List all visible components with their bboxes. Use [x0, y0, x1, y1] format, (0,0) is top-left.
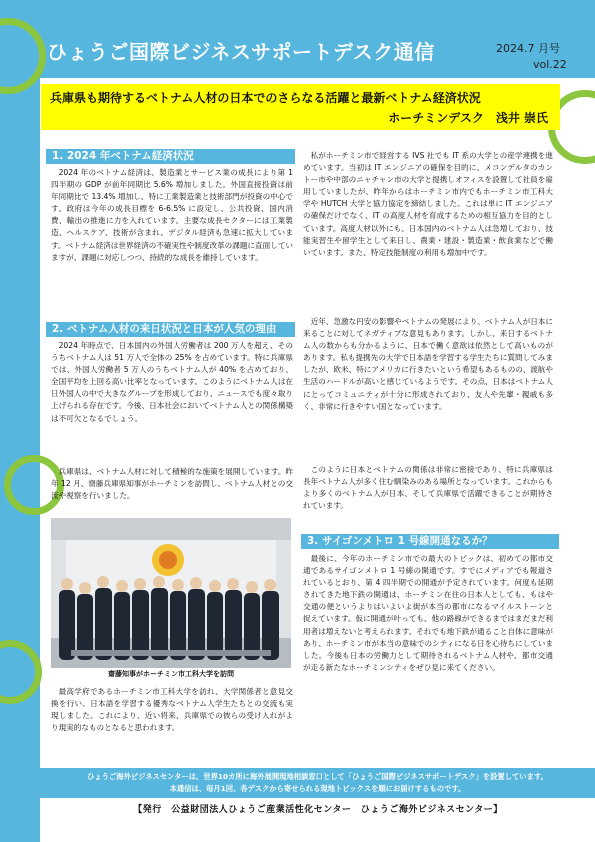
right-column-body-2: 近年、急激な円安の影響やベトナムの発展により、ベトナム人が日本に来ることに対してネガティブな意見もあります。しかし、来日するベトナム人の数からも分かるように、日本で働く意欲は依然として高いものがあります。私も提携先の大学で日本語を学習する学生たちに質問してみましたが、欧米、特にアメリカに行きたいという希望もあるものの、渡航や生活のハードルが高いと感じているようです。その点、日本はベトナム人にとってコミュニティが十分に形成されており、友人や先輩・親戚も多く、非常に行きやすい国となっています。 — [303, 317, 553, 411]
headline-title: 兵庫県も期待するベトナム人材の日本でのさらなる活躍と最新ベトナム経済状況 — [50, 91, 481, 105]
right-column-body-3: このように日本とベトナムの関係は非常に密接であり、特に兵庫県は長年ベトナム人が多く住む馴染みのある場所となっています。これからもより多くのベトナム人が日本、そして兵庫県で活躍できることが期待されています。 — [303, 465, 553, 511]
photo-caption: 齋藤知事がホーチミン市工科大学を訪問 — [108, 670, 234, 678]
headline-box — [41, 84, 560, 130]
group-photo-illustration — [51, 518, 291, 668]
author-line: ホーチミンデスク 浅井 崇氏 — [388, 111, 548, 125]
newsletter-title: ひょうご国際ビジネスサポートデスク通信 — [47, 40, 435, 64]
footer-notice-line-1: ひょうご海外ビジネスセンターは、世界10カ所に海外展開現地相談窓口として「ひょうご国際ビジネスサポートデスク」を設置しています。 — [87, 772, 548, 781]
governor-visit-photo — [51, 518, 291, 668]
right-column-body-1: 私がホーチミン市で経営する IVS 社でも IT 系の大学との産学連携を進めています。当初は IT エンジニアの確保を目的に、メコンデルタのカントー市や中部のニャチャン市の大学と提携しオフィスを設置して社員を雇用していましたが、昨年からはホーチミン市内でもホーチミン市工科大学や HUTCH 大学と協力協定を締結しました。これは単に IT エンジニアの確保だけでなく、IT の高度人材を育成するための相互協力を目的としています。高度人材以外にも、日本国内のベトナム人は急増しており、技能実習生や留学生として来日し、農業・建設・製造業・飲食業などで働いています。また、特定技能制度の利用も増加中です。 — [303, 151, 553, 257]
issue-volume: vol.22 — [533, 58, 567, 71]
section-1-body: 2024 年のベトナム経済は、製造業とサービス業の成長により第 1 四半期の GDP が前年同期比 5.6% 増加しました。外国直接投資は前年同期比で 13.4% 増加し、特に工業製造業と技術部門が投資の中心です。政府は今年の成長目標を 6-6.5% に設定し、公共投資、国内消費、輸出の推進に力を入れています。主要な成長セクターには工業製造、ヘルスケア、技術が含まれ、デジタル経済も急速に拡大しています。ベトナム経済は世界経済の不確実性や制度改革の課題に直面していますが、課題に対応しつつ、持続的な成長を維持しています。 — [51, 168, 294, 262]
issue-date: 2024.7 月号 — [496, 42, 560, 55]
deco-ring — [0, 640, 42, 704]
section-2-body-2: 兵庫県は、ベトナム人材に対して積極的な施策を展開しています。昨年 12 月、齋藤兵庫県知事がホーチミンを訪問し、ベトナム人材との交流や視察を行いました。 — [51, 467, 294, 501]
section-2-body-1: 2024 年時点で、日本国内の外国人労働者は 200 万人を超え、そのうちベトナム人は 51 万人で全体の 25% を占めています。特に兵庫県では、外国人労働者 5 万人のうちベトナム人が 40% を占めており、全国平均を上回る高い比率となっています。このようにベトナム人は在日外国人の中で大きなグループを形成しており、ニュースでも度々取り上げられる存在です。今後、日本社会においてベトナム人との関係構築は不可欠となるでしょう。 — [51, 341, 294, 423]
section-3-heading: 3. サイゴンメトロ 1 号線開通なるか？ — [301, 534, 559, 549]
section-1-heading: 1. 2024 年ベトナム経済状況 — [46, 149, 295, 164]
section-3-body: 最後に、今年のホーチミン市での最大のトピックは、初めての都市交通であるサイゴンメトロ 1 号線の開通です。すでにメディアでも報道されているとおり、第 4 四半期での開通が予定されています。何度も延期されてきた地下鉄の開通は、ホーチミン在住の日本人としても、もはや交通の便というよりはいよいよ街が本当の都市になるマイルストーンと捉えています。仮に開通が叶っても、他の路線ができるまではまだまだ利用者は増えないと考えられます。それでも地下鉄が通ること自体に意味があり、ホーチミン市が本当の意味でのシティになる日を心待ちにしていました。今後も日本の労働力として期待されるベトナム人材や、都市交通が走る新たなホーチミンシティをぜひ見に来てください。 — [303, 554, 553, 672]
footer-notice-line-2: 本通信は、毎月1回、各デスクから寄せられる現地トピックスを順にお届けするものです。 — [169, 784, 466, 793]
publisher-line: 【発行 公益財団法人ひょうご産業活性化センター ひょうご海外ビジネスセンター】 — [133, 805, 503, 815]
section-2-body-3: 最高学府であるホーチミン市工科大学を訪れ、大学関係者と意見交換を行い、日本語を学習する優秀なベトナム人学生たちとの交流も実現しました。これにより、近い将来、兵庫県での彼らの受け入れがより現実的なものとなると思われます。 — [51, 687, 293, 733]
footer-notice — [40, 768, 595, 798]
section-2-heading: 2. ベトナム人材の来日状況と日本が人気の理由 — [46, 322, 295, 337]
